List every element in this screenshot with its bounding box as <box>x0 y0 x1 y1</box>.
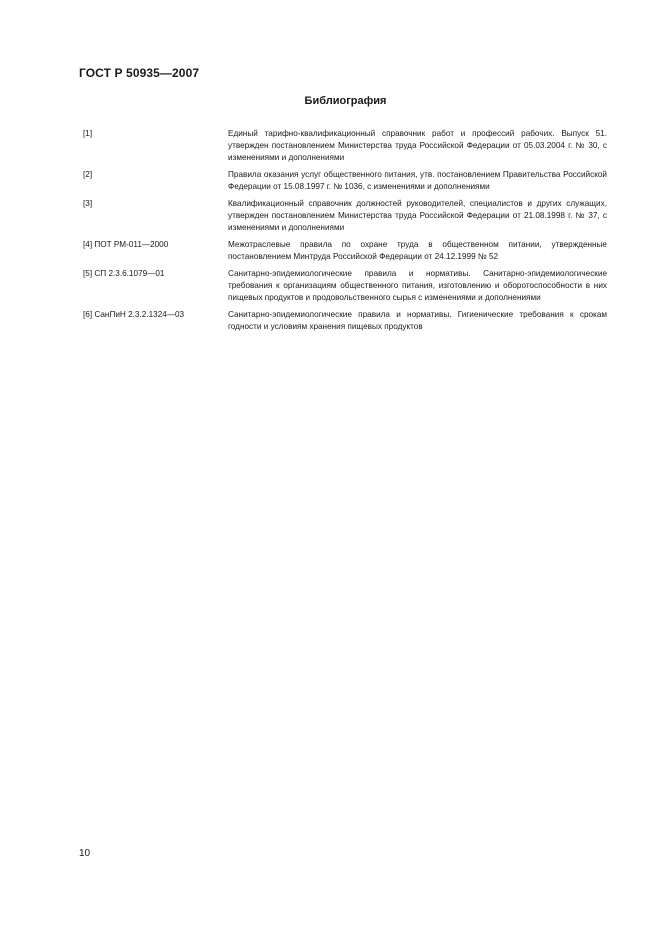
entry-reference: [4] ПОТ РМ-011—2000 <box>83 240 169 249</box>
bibliography-entry <box>83 239 607 263</box>
entry-description: Санитарно-эпидемиологические правила и нормативы. Гигиенические требования к срокам годности и условиям хранения пищевых продуктов <box>228 310 607 331</box>
entry-description: Санитарно-эпидемиологические правила и нормативы. Санитарно-эпидемиологические требования к организациям общественного питания, изготовлению и оборотоспособности в них пищевых продуктов и продовольственного сырья с изменениями и дополнениями <box>228 269 607 302</box>
bibliography-entry <box>83 268 607 304</box>
bibliography-list <box>83 128 607 338</box>
bibliography-entry <box>83 128 607 164</box>
entry-reference: [6] СанПиН 2.3.2.1324—03 <box>83 310 185 319</box>
bibliography-entry <box>83 198 607 234</box>
entry-description: Правила оказания услуг общественного питания, утв. постановлением Правительства Российской Федерации от 15.08.1997 г. № 1036, с изменениями и дополнениями <box>228 170 607 191</box>
entry-reference: [2] <box>83 170 93 179</box>
entry-description: Квалификационный справочник должностей руководителей, специалистов и других служащих, утвержден постановлением Министерства труда Российской Федерации от 21.08.1998 г. № 37, с изменениями и дополнениями <box>228 199 607 232</box>
entry-description: Единый тарифно-квалификационный справочник работ и профессий рабочих. Выпуск 51. утвержден постановлением Министерства труда Российской Федерации от 05.03.2004 г. № 30, с изменениями и дополнениями <box>228 129 607 162</box>
page-number: 10 <box>79 848 91 859</box>
page-title: Библиография <box>304 95 387 107</box>
bibliography-entry <box>83 169 607 193</box>
bibliography-entry <box>83 309 607 333</box>
entry-description: Межотраслевые правила по охране труда в общественном питании, утвержденные постановлением Минтруда Российской Федерации от 24.12.1999 № 52 <box>228 240 607 261</box>
entry-reference: [1] <box>83 129 93 138</box>
entry-reference: [3] <box>83 199 93 208</box>
document-code: ГОСТ Р 50935—2007 <box>79 66 200 80</box>
entry-reference: [5] СП 2.3.6.1079—01 <box>83 269 165 278</box>
